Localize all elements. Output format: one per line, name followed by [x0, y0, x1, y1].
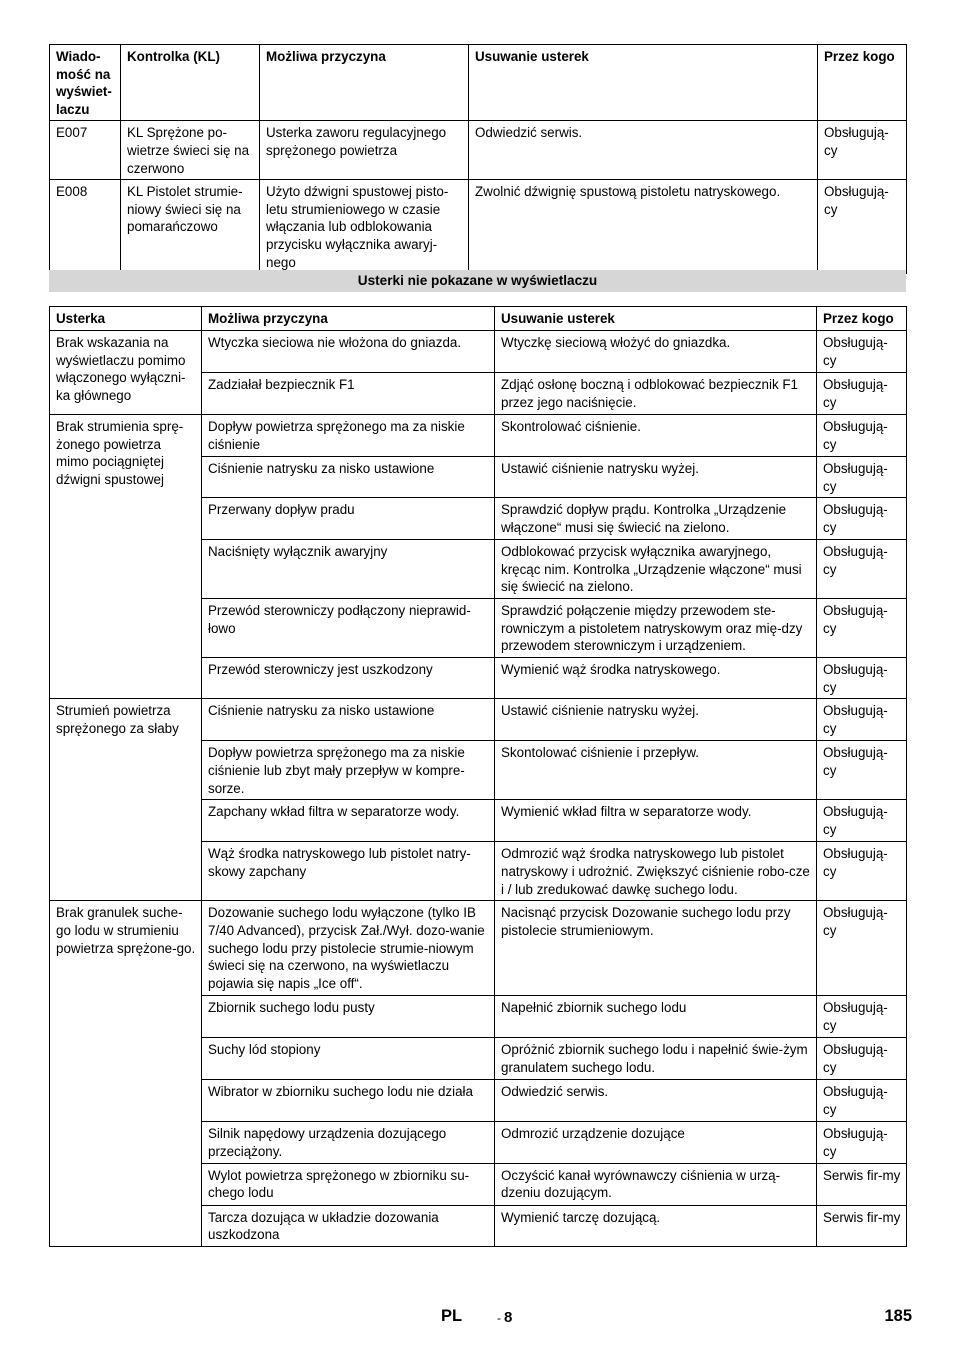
cell-cause: Przewód sterowniczy podłączony nieprawid-łowo: [202, 599, 495, 658]
table-row: [50, 180, 907, 274]
cell-remedy: Ustawić ciśnienie natrysku wyżej.: [495, 457, 817, 498]
cell-cause: Ciśnienie natrysku za nisko ustawione: [202, 457, 495, 498]
footer-section-page-number: 8: [504, 1309, 513, 1326]
cell-remedy: Skontrolować ciśnienie.: [495, 415, 817, 457]
cell-remedy: Wymienić wkład filtra w separatorze wody.: [495, 800, 817, 842]
cell-cause: Naciśnięty wyłącznik awaryjny: [202, 540, 495, 599]
column-header-by-whom: Przez kogo: [818, 45, 907, 121]
table-header-row: [50, 307, 907, 331]
cell-by-whom: Obsługują-cy: [817, 540, 907, 599]
column-header-remedy: Usuwanie usterek: [469, 45, 818, 121]
cell-cause: Zapchany wkład filtra w separatorze wody.: [202, 800, 495, 842]
cell-fault: Strumień powietrza sprężonego za słaby: [50, 699, 202, 901]
display-messages-table: [49, 44, 907, 274]
cell-by-whom: Obsługują-cy: [818, 180, 907, 274]
cell-remedy: Wymienić wąż środka natryskowego.: [495, 658, 817, 699]
cell-remedy: Zdjąć osłonę boczną i odblokować bezpiecznik F1 przez jego naciśnięcie.: [495, 373, 817, 415]
table-row: [50, 331, 907, 373]
column-header-remedy: Usuwanie usterek: [495, 307, 817, 331]
cell-remedy: Odwiedzić serwis.: [495, 1080, 817, 1122]
cell-indicator: KL Pistolet strumie-niowy świeci się na pomarańczowo: [121, 180, 260, 274]
cell-cause: Dopływ powietrza sprężonego ma za niskie ciśnienie lub zbyt mały przepływ w kompre-sorze.: [202, 741, 495, 800]
cell-code: E008: [50, 180, 121, 274]
footer-page-number: 185: [884, 1307, 912, 1325]
cell-remedy: Odmrozić wąż środka natryskowego lub pistolet natryskowy i udrożnić. Zwiększyć ciśnienie robo-cze i / lub zredukować dawkę suchego lodu.: [495, 842, 817, 901]
cell-cause: Dopływ powietrza sprężonego ma za niskie ciśnienie: [202, 415, 495, 457]
table-header-row: [50, 45, 907, 121]
cell-remedy: Zwolnić dźwignię spustową pistoletu natryskowego.: [469, 180, 818, 274]
cell-indicator: KL Sprężone po-wietrze świeci się na czerwono: [121, 121, 260, 180]
column-header-fault: Usterka: [50, 307, 202, 331]
cell-remedy: Opróżnić zbiornik suchego lodu i napełnić świe-żym granulatem suchego lodu.: [495, 1038, 817, 1080]
cell-remedy: Odmrozić urządzenie dozujące: [495, 1122, 817, 1163]
cell-fault: Brak wskazania na wyświetlaczu pomimo włączonego wyłączni-ka głównego: [50, 331, 202, 415]
table-row: [50, 699, 907, 741]
column-header-possible-cause: Możliwa przyczyna: [202, 307, 495, 331]
footer-section-page: [497, 1309, 512, 1326]
column-header-indicator: Kontrolka (KL): [121, 45, 260, 121]
cell-cause: Suchy lód stopiony: [202, 1038, 495, 1080]
cell-by-whom: Obsługują-cy: [817, 800, 907, 842]
cell-fault: Brak granulek suche-go lodu w strumieniu powietrza sprężone-go.: [50, 901, 202, 1246]
cell-cause: Usterka zaworu regulacyjnego sprężonego powietrza: [260, 121, 469, 180]
cell-remedy: Oczyścić kanał wyrównawczy ciśnienia w urzą-dzeniu dozującym.: [495, 1163, 817, 1205]
faults-not-displayed-table: [49, 306, 907, 1247]
column-header-by-whom: Przez kogo: [817, 307, 907, 331]
cell-fault: Brak strumienia sprę-żonego powietrza mimo pociągniętej dźwigni spustowej: [50, 415, 202, 699]
cell-remedy: Odblokować przycisk wyłącznika awaryjnego, kręcąc nim. Kontrolka „Urządzenie włączone“ musi się świecić na zielono.: [495, 540, 817, 599]
section-title: Usterki nie pokazane w wyświetlaczu: [49, 270, 906, 292]
cell-cause: Wąż środka natryskowego lub pistolet natry-skowy zapchany: [202, 842, 495, 901]
cell-remedy: Odwiedzić serwis.: [469, 121, 818, 180]
cell-by-whom: Serwis fir-my: [817, 1205, 907, 1246]
cell-by-whom: Obsługują-cy: [817, 457, 907, 498]
cell-by-whom: Obsługują-cy: [818, 121, 907, 180]
cell-cause: Użyto dźwigni spustowej pisto-letu strumieniowego w czasie włączania lub odblokowania przycisku wyłącznika awaryj-nego: [260, 180, 469, 274]
cell-cause: Zbiornik suchego lodu pusty: [202, 996, 495, 1038]
cell-cause: Wibrator w zbiorniku suchego lodu nie działa: [202, 1080, 495, 1122]
cell-by-whom: Obsługują-cy: [817, 1080, 907, 1122]
column-header-possible-cause: Możliwa przyczyna: [260, 45, 469, 121]
column-header-display-message: Wiado-mość na wyświet-laczu: [50, 45, 121, 121]
table-row: [50, 121, 907, 180]
cell-remedy: Nacisnąć przycisk Dozowanie suchego lodu przy pistolecie strumieniowym.: [495, 901, 817, 996]
cell-remedy: Ustawić ciśnienie natrysku wyżej.: [495, 699, 817, 741]
cell-code: E007: [50, 121, 121, 180]
cell-remedy: Wymienić tarczę dozującą.: [495, 1205, 817, 1246]
table-row: [50, 415, 907, 457]
cell-by-whom: Obsługują-cy: [817, 415, 907, 457]
cell-cause: Przewód sterowniczy jest uszkodzony: [202, 658, 495, 699]
table-row: [50, 901, 907, 996]
cell-by-whom: Obsługują-cy: [817, 331, 907, 373]
cell-by-whom: Obsługują-cy: [817, 658, 907, 699]
cell-cause: Ciśnienie natrysku za nisko ustawione: [202, 699, 495, 741]
cell-remedy: Sprawdzić dopływ prądu. Kontrolka „Urządzenie włączone“ musi się świecić na zielono.: [495, 498, 817, 540]
cell-by-whom: Serwis fir-my: [817, 1163, 907, 1205]
cell-by-whom: Obsługują-cy: [817, 699, 907, 741]
cell-cause: Przerwany dopływ pradu: [202, 498, 495, 540]
cell-remedy: Napełnić zbiornik suchego lodu: [495, 996, 817, 1038]
cell-cause: Wtyczka sieciowa nie włożona do gniazda.: [202, 331, 495, 373]
cell-remedy: Skontolować ciśnienie i przepływ.: [495, 741, 817, 800]
cell-cause: Tarcza dozująca w układzie dozowania uszkodzona: [202, 1205, 495, 1246]
cell-by-whom: Obsługują-cy: [817, 901, 907, 996]
cell-remedy: Sprawdzić połączenie między przewodem ste-rowniczym a pistoletem natryskowym oraz mię-dzy przewodem sterowniczym i urządzeniem.: [495, 599, 817, 658]
cell-by-whom: Obsługują-cy: [817, 498, 907, 540]
footer-dash: -: [497, 1311, 501, 1325]
cell-by-whom: Obsługują-cy: [817, 1038, 907, 1080]
cell-by-whom: Obsługują-cy: [817, 741, 907, 800]
cell-by-whom: Obsługują-cy: [817, 842, 907, 901]
cell-by-whom: Obsługują-cy: [817, 996, 907, 1038]
cell-remedy: Wtyczkę sieciową włożyć do gniazdka.: [495, 331, 817, 373]
cell-cause: Dozowanie suchego lodu wyłączone (tylko IB 7/40 Advanced), przycisk Zał./Wył. dozo-wanie suchego lodu przy pistolecie strumie-niowym świeci się na czerwono, na wyświetlaczu pojawia się napis „Ice off“.: [202, 901, 495, 996]
cell-by-whom: Obsługują-cy: [817, 373, 907, 415]
cell-cause: Zadziałał bezpiecznik F1: [202, 373, 495, 415]
cell-cause: Wylot powietrza sprężonego w zbiorniku su-chego lodu: [202, 1163, 495, 1205]
footer-language: PL: [441, 1307, 463, 1325]
cell-by-whom: Obsługują-cy: [817, 1122, 907, 1163]
cell-cause: Silnik napędowy urządzenia dozującego przeciążony.: [202, 1122, 495, 1163]
cell-by-whom: Obsługują-cy: [817, 599, 907, 658]
